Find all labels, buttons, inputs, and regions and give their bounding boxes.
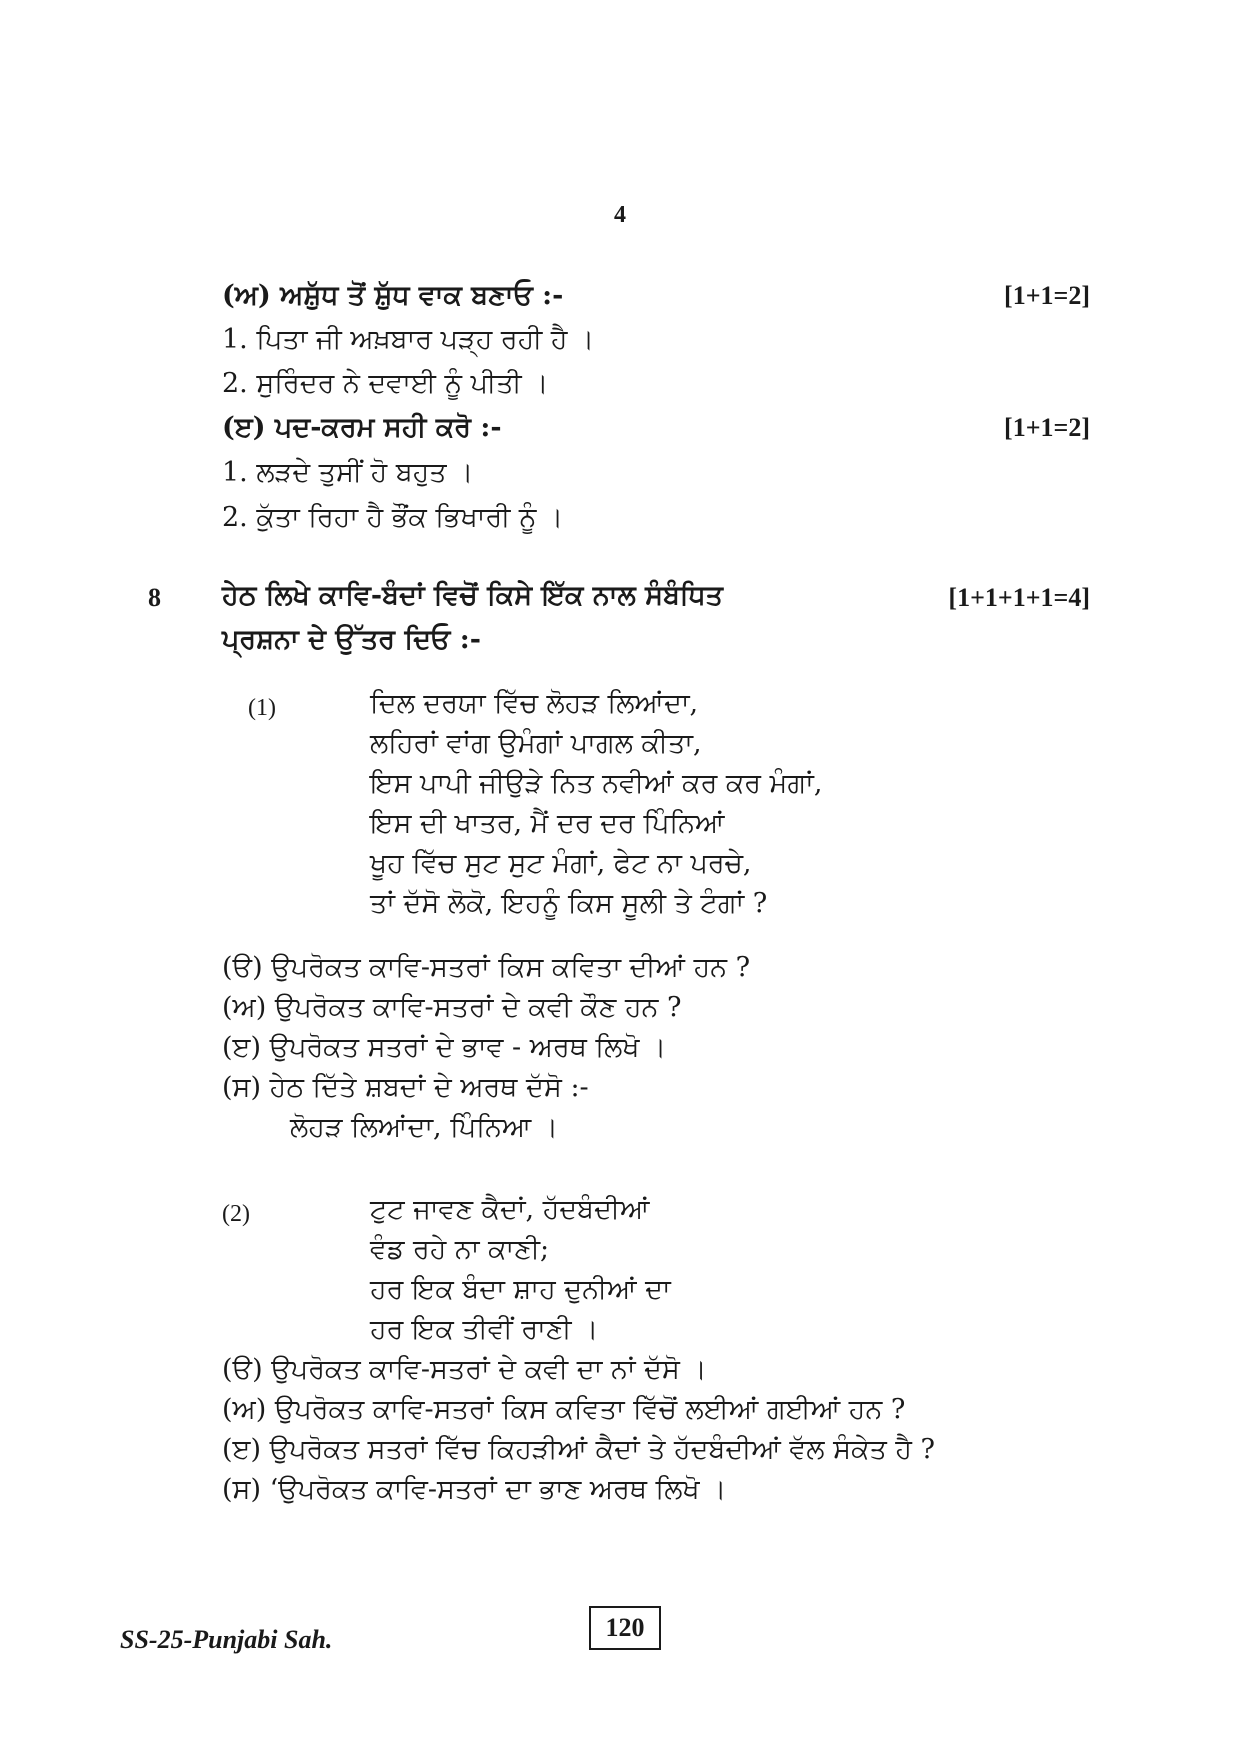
poem-2-question-d: (ਸ) ‘ਉਪਰੋਕਤ ਕਾਵਿ-ਸਤਰਾਂ ਦਾ ਭਾਣ ਅਰਥ ਲਿਖੋ । xyxy=(222,1474,727,1505)
poem-1-line: ਖੂਹ ਵਿੱਚ ਸੁਟ ਸੁਟ ਮੰਗਾਂ, ਫੇਟ ਨਾ ਪਰਚੇ, xyxy=(370,848,752,879)
poem-2-question-a: (ੳ) ਉਪਰੋਕਤ ਕਾਵਿ-ਸਤਰਾਂ ਦੇ ਕਵੀ ਦਾ ਨਾਂ ਦੱਸੋ । xyxy=(222,1354,707,1385)
question-8-text-line-1: ਹੇਠ ਲਿਖੇ ਕਾਵਿ-ਬੰਦਾਂ ਵਿਚੋਂ ਕਿਸੇ ਇੱਕ ਨਾਲ ਸੰਬੰਧਿਤ xyxy=(222,580,723,611)
poem-1-line: ਇਸ ਪਾਪੀ ਜੀਉੜੇ ਨਿਤ ਨਵੀਆਂ ਕਰ ਕਰ ਮੰਗਾਂ, xyxy=(370,768,823,799)
poem-1-words: ਲੋਹੜ ਲਿਆਂਦਾ, ਪਿੰਨਿਆ । xyxy=(290,1112,559,1143)
footer-page-box: 120 xyxy=(589,1606,661,1650)
question-8-marks: [1+1+1+1=4] xyxy=(948,583,1090,612)
poem-1-question-c: (ੲ) ਉਪਰੋਕਤ ਸਤਰਾਂ ਦੇ ਭਾਵ - ਅਰਥ ਲਿਖੋ । xyxy=(222,1032,667,1063)
section-e-item-1: 1. ਲੜਦੇ ਤੁਸੀਂ ਹੋ ਬਹੁਤ । xyxy=(222,457,474,488)
page-number: 4 xyxy=(614,202,626,228)
poem-2-question-c: (ੲ) ਉਪਰੋਕਤ ਸਤਰਾਂ ਵਿੱਚ ਕਿਹੜੀਆਂ ਕੈਦਾਂ ਤੇ ਹੱਦਬੰਦੀਆਂ ਵੱਲ ਸੰਕੇਤ ਹੈ ? xyxy=(222,1434,936,1465)
question-8-number: 8 xyxy=(148,583,161,612)
poem-1-line: ਦਿਲ ਦਰਯਾ ਵਿੱਚ ਲੋਹੜ ਲਿਆਂਦਾ, xyxy=(370,688,699,719)
section-e-item-2: 2. ਕੁੱਤਾ ਰਿਹਾ ਹੈ ਭੌਂਕ ਭਿਖਾਰੀ ਨੂੰ । xyxy=(222,502,564,533)
section-a-marks: [1+1=2] xyxy=(1004,281,1090,310)
poem-2-question-b: (ਅ) ਉਪਰੋਕਤ ਕਾਵਿ-ਸਤਰਾਂ ਕਿਸ ਕਵਿਤਾ ਵਿੱਚੋਂ ਲਈਆਂ ਗਈਆਂ ਹਨ ? xyxy=(222,1394,906,1425)
poem-1-line: ਤਾਂ ਦੱਸੋ ਲੋਕੋ, ਇਹਨੂੰ ਕਿਸ ਸੂਲੀ ਤੇ ਟੰਗਾਂ ? xyxy=(370,888,768,919)
section-a-item-2: 2. ਸੁਰਿੰਦਰ ਨੇ ਦਵਾਈ ਨੂੰ ਪੀਤੀ । xyxy=(222,368,549,399)
poem-1-label: (1) xyxy=(248,695,276,721)
poem-2-line: ਹਰ ਇਕ ਬੰਦਾ ਸ਼ਾਹ ਦੁਨੀਆਂ ਦਾ xyxy=(370,1274,671,1305)
poem-1-line: ਇਸ ਦੀ ਖਾਤਰ, ਮੈਂ ਦਰ ਦਰ ਪਿੰਨਿਆਂ xyxy=(370,808,725,839)
poem-1-line: ਲਹਿਰਾਂ ਵਾਂਗ ਉਮੰਗਾਂ ਪਾਗਲ ਕੀਤਾ, xyxy=(370,728,702,759)
poem-1-question-d: (ਸ) ਹੇਠ ਦਿੱਤੇ ਸ਼ਬਦਾਂ ਦੇ ਅਰਥ ਦੱਸੋ :- xyxy=(222,1072,589,1103)
poem-2-line: ਹਰ ਇਕ ਤੀਵੀਂ ਰਾਣੀ । xyxy=(370,1314,599,1345)
poem-1-question-b: (ਅ) ਉਪਰੋਕਤ ਕਾਵਿ-ਸਤਰਾਂ ਦੇ ਕਵੀ ਕੌਣ ਹਨ ? xyxy=(222,992,682,1023)
poem-2-label: (2) xyxy=(222,1201,250,1227)
section-a-heading: (ਅ) ਅਸ਼ੁੱਧ ਤੋਂ ਸ਼ੁੱਧ ਵਾਕ ਬਣਾਓ :- xyxy=(222,280,564,311)
poem-1-question-a: (ੳ) ਉਪਰੋਕਤ ਕਾਵਿ-ਸਤਰਾਂ ਕਿਸ ਕਵਿਤਾ ਦੀਆਂ ਹਨ ? xyxy=(222,952,751,983)
section-e-marks: [1+1=2] xyxy=(1004,413,1090,442)
question-8-text-line-2: ਪ੍ਰਸ਼ਨਾ ਦੇ ਉੱਤਰ ਦਿਓ :- xyxy=(222,624,481,655)
poem-2-line: ਵੰਡ ਰਹੇ ਨਾ ਕਾਣੀ; xyxy=(370,1234,550,1265)
section-e-heading: (ੲ) ਪਦ-ਕਰਮ ਸਹੀ ਕਰੋ :- xyxy=(222,412,502,443)
section-a-item-1: 1. ਪਿਤਾ ਜੀ ਅਖ਼ਬਾਰ ਪੜ੍ਹ ਰਹੀ ਹੈ । xyxy=(222,324,595,355)
poem-2-line: ਟੁਟ ਜਾਵਣ ਕੈਦਾਂ, ਹੱਦਬੰਦੀਆਂ xyxy=(370,1194,650,1225)
footer-paper-code: SS-25-Punjabi Sah. xyxy=(120,1625,333,1654)
